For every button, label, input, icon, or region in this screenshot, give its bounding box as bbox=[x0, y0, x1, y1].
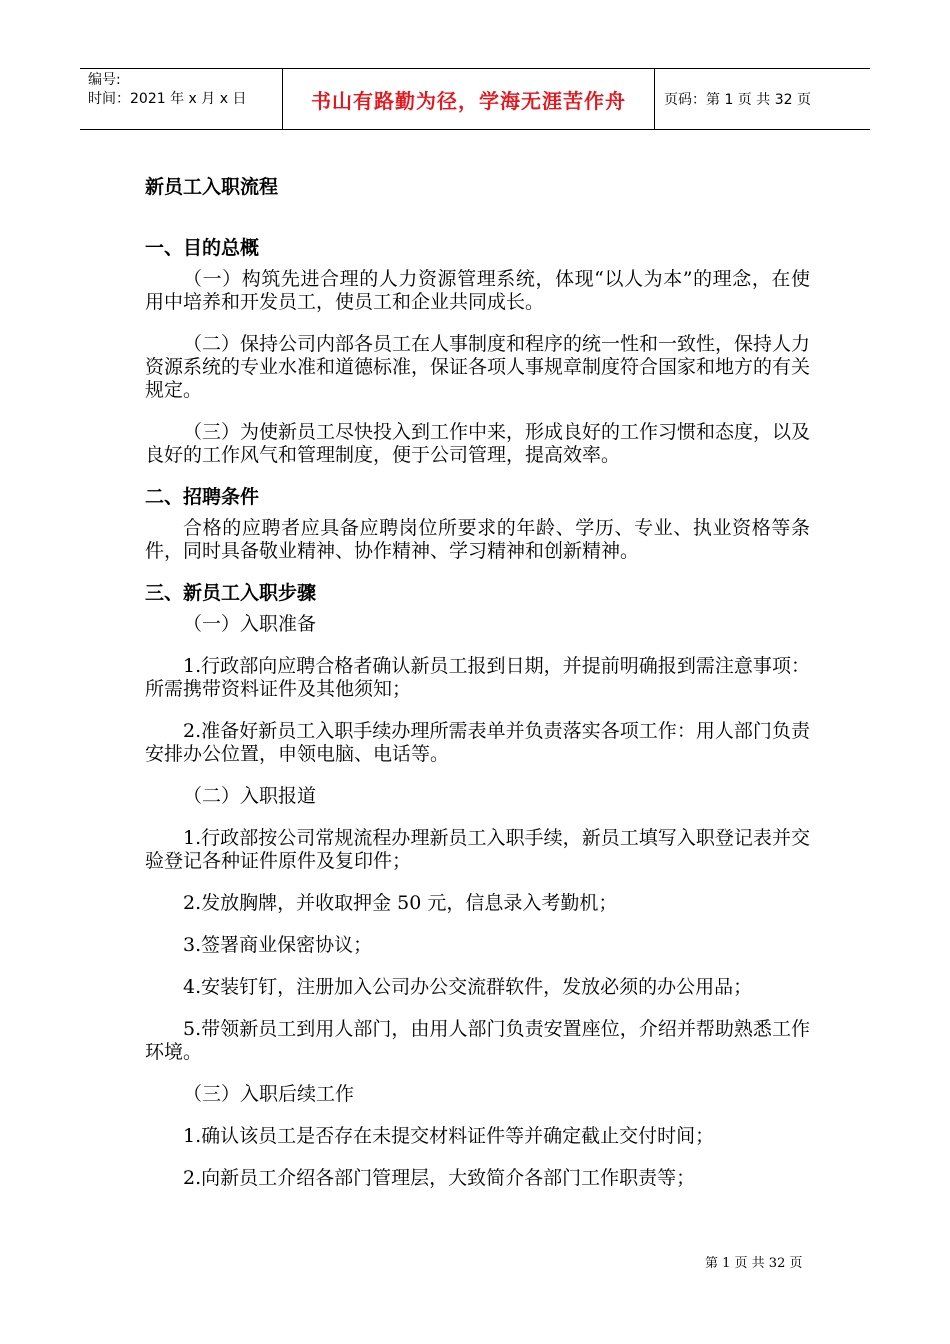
header-page-info: 页码：第 1 页 共 32 页 bbox=[664, 92, 811, 108]
subsection-heading-reporting: （二）入职报道 bbox=[183, 785, 317, 807]
list-item: 1.行政部向应聘合格者确认新员工报到日期，并提前明确报到需注意事项：所需携带资料证件及其他须知； bbox=[145, 655, 810, 700]
page-footer: 第 1 页 共 32 页 bbox=[705, 1256, 803, 1271]
list-item: 1.确认该员工是否存在未提交材料证件等并确定截止交付时间； bbox=[183, 1125, 715, 1147]
section-heading-recruitment: 二、招聘条件 bbox=[145, 486, 260, 508]
section-heading-onboarding-steps: 三、新员工入职步骤 bbox=[145, 582, 317, 604]
document-time-label: 时间：2021 年 x 月 x 日 bbox=[88, 91, 247, 107]
header-motto-cell bbox=[282, 69, 655, 129]
list-item: 2.向新员工介绍各部门管理层，大致简介各部门工作职责等； bbox=[183, 1167, 696, 1189]
subsection-heading-preparation: （一）入职准备 bbox=[183, 613, 317, 635]
list-item: 2.发放胸牌，并收取押金 50 元，信息录入考勤机； bbox=[183, 892, 618, 914]
paragraph: （二）保持公司内部各员工在人事制度和程序的统一性和一致性，保持人力资源系统的专业水准和道德标准，保证各项人事规章制度符合国家和地方的有关规定。 bbox=[145, 333, 811, 401]
document-body bbox=[145, 170, 810, 1209]
header-motto: 书山有路勤为径，学海无涯苦作舟 bbox=[311, 88, 626, 113]
list-item: 1.行政部按公司常规流程办理新员工入职手续，新员工填写入职登记表并交验登记各种证件原件及复印件； bbox=[145, 827, 810, 872]
document-number-label: 编号: bbox=[88, 72, 121, 88]
list-item: 3.签署商业保密协议； bbox=[183, 934, 373, 956]
header-meta bbox=[80, 69, 282, 129]
list-item: 4.安装钉钉，注册加入公司办公交流群软件，发放必须的办公用品； bbox=[183, 976, 753, 998]
paragraph: （一）构筑先进合理的人力资源管理系统，体现“以人为本”的理念，在使用中培养和开发员工，使员工和企业共同成长。 bbox=[145, 268, 810, 313]
section-heading-purpose: 一、目的总概 bbox=[145, 237, 260, 259]
list-item: 5.带领新员工到用人部门，由用人部门负责安置座位，介绍并帮助熟悉工作环境。 bbox=[145, 1018, 810, 1063]
subsection-heading-follow-up: （三）入职后续工作 bbox=[183, 1083, 355, 1105]
page-header bbox=[80, 68, 870, 130]
list-item: 2.准备好新员工入职手续办理所需表单并负责落实各项工作：用人部门负责安排办公位置，申领电脑、电话等。 bbox=[145, 720, 810, 765]
paragraph: （三）为使新员工尽快投入到工作中来，形成良好的工作习惯和态度，以及良好的工作风气和管理制度，便于公司管理，提高效率。 bbox=[145, 421, 811, 466]
document-title: 新员工入职流程 bbox=[145, 176, 279, 198]
paragraph: 合格的应聘者应具备应聘岗位所要求的年龄、学历、专业、执业资格等条件，同时具备敬业精神、协作精神、学习精神和创新精神。 bbox=[145, 517, 810, 562]
